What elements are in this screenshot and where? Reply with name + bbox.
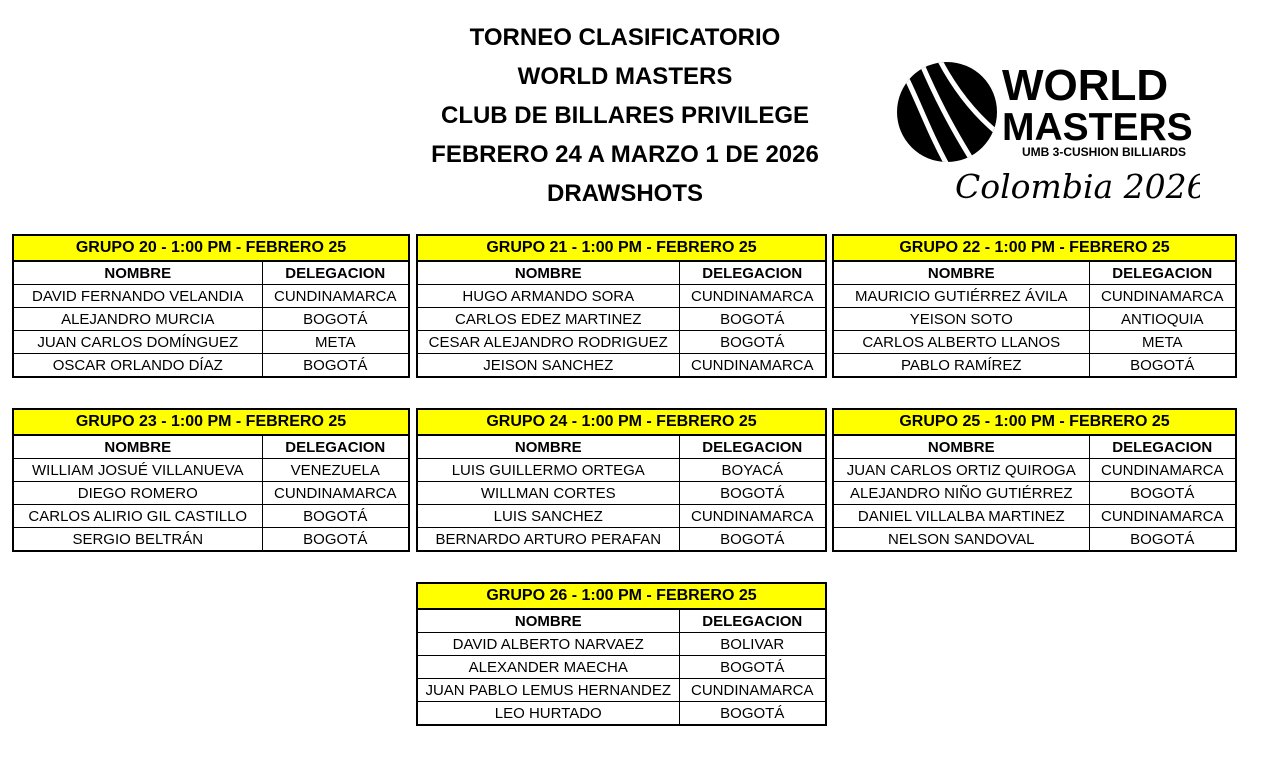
player-delegation: CUNDINAMARCA [679,679,826,702]
table-row [417,354,826,378]
player-name: JEISON SANCHEZ [417,354,679,378]
table-row [833,459,1236,482]
billiard-ball-icon [890,55,1200,210]
group-table [832,408,1237,552]
player-delegation: BOGOTÁ [679,482,826,505]
table-row [417,633,826,656]
table-row [13,482,409,505]
table-row [833,308,1236,331]
player-delegation: BOGOTÁ [679,528,826,552]
group-table [416,582,827,726]
header-line-category: DRAWSHOTS [547,180,703,207]
header-line-venue: CLUB DE BILLARES PRIVILEGE [440,102,810,129]
group-table [416,234,827,378]
table-row [417,702,826,726]
player-delegation: CUNDINAMARCA [1089,285,1236,308]
player-delegation: CUNDINAMARCA [679,285,826,308]
column-header-delegation: DELEGACION [679,435,826,459]
logo-word-masters: MASTERS [1002,106,1193,149]
table-row [417,679,826,702]
table-row [417,308,826,331]
player-name: JUAN PABLO LEMUS HERNANDEZ [417,679,679,702]
player-name: CARLOS ALIRIO GIL CASTILLO [13,505,262,528]
column-header-name: NOMBRE [833,261,1089,285]
group-title: GRUPO 24 - 1:00 PM - FEBRERO 25 [417,409,826,435]
player-name: JUAN CARLOS DOMÍNGUEZ [13,331,262,354]
header-line-event: WORLD MASTERS [517,63,733,90]
table-row [417,656,826,679]
logo-tagline: UMB 3-CUSHION BILLIARDS [1022,145,1186,159]
group-title: GRUPO 22 - 1:00 PM - FEBRERO 25 [833,235,1236,261]
group-table [12,234,410,378]
player-delegation: CUNDINAMARCA [1089,505,1236,528]
table-row [13,308,409,331]
player-name: DANIEL VILLALBA MARTINEZ [833,505,1089,528]
table-row [833,528,1236,552]
player-delegation: BOGOTÁ [262,308,409,331]
table-row [13,331,409,354]
player-delegation: VENEZUELA [262,459,409,482]
table-row [13,459,409,482]
table-row [417,505,826,528]
player-name: MAURICIO GUTIÉRREZ ÁVILA [833,285,1089,308]
player-name: CARLOS EDEZ MARTINEZ [417,308,679,331]
column-header-delegation: DELEGACION [679,261,826,285]
column-header-name: NOMBRE [417,609,679,633]
player-delegation: BOGOTÁ [262,528,409,552]
tournament-header [400,18,850,213]
table-row [833,482,1236,505]
player-delegation: BOGOTÁ [679,331,826,354]
player-delegation: CUNDINAMARCA [262,285,409,308]
player-name: LEO HURTADO [417,702,679,726]
column-header-delegation: DELEGACION [1089,261,1236,285]
player-delegation: META [262,331,409,354]
player-name: ALEXANDER MAECHA [417,656,679,679]
player-delegation: BOLIVAR [679,633,826,656]
table-row [417,459,826,482]
player-name: WILLIAM JOSUÉ VILLANUEVA [13,459,262,482]
player-delegation: BOGOTÁ [262,354,409,378]
group-title: GRUPO 21 - 1:00 PM - FEBRERO 25 [417,235,826,261]
player-name: PABLO RAMÍREZ [833,354,1089,378]
player-delegation: BOGOTÁ [1089,528,1236,552]
player-delegation: BOGOTÁ [679,702,826,726]
table-row [417,528,826,552]
player-name: DAVID ALBERTO NARVAEZ [417,633,679,656]
player-name: BERNARDO ARTURO PERAFAN [417,528,679,552]
table-row [13,505,409,528]
group-table [12,408,410,552]
table-row [833,285,1236,308]
player-delegation: ANTIOQUIA [1089,308,1236,331]
player-name: DAVID FERNANDO VELANDIA [13,285,262,308]
column-header-name: NOMBRE [417,435,679,459]
table-row [13,285,409,308]
player-name: LUIS GUILLERMO ORTEGA [417,459,679,482]
column-header-name: NOMBRE [13,261,262,285]
player-delegation: BOGOTÁ [679,308,826,331]
header-line-tournament: TORNEO CLASIFICATORIO [469,24,781,51]
player-name: ALEJANDRO MURCIA [13,308,262,331]
player-delegation: BOGOTÁ [1089,482,1236,505]
column-header-delegation: DELEGACION [679,609,826,633]
column-header-name: NOMBRE [417,261,679,285]
player-name: OSCAR ORLANDO DÍAZ [13,354,262,378]
player-name: LUIS SANCHEZ [417,505,679,528]
group-title: GRUPO 20 - 1:00 PM - FEBRERO 25 [13,235,409,261]
column-header-name: NOMBRE [13,435,262,459]
column-header-delegation: DELEGACION [262,435,409,459]
table-row [833,354,1236,378]
table-row [13,354,409,378]
header-line-dates: FEBRERO 24 A MARZO 1 DE 2026 [431,141,819,168]
player-delegation: META [1089,331,1236,354]
table-row [417,285,826,308]
player-name: SERGIO BELTRÁN [13,528,262,552]
player-delegation: CUNDINAMARCA [679,505,826,528]
player-name: WILLMAN CORTES [417,482,679,505]
group-table [832,234,1237,378]
table-row [417,482,826,505]
logo-script: Colombia 2026 [955,167,1200,206]
player-delegation: BOGOTÁ [262,505,409,528]
player-name: NELSON SANDOVAL [833,528,1089,552]
logo-word-world: WORLD [1002,61,1169,110]
player-name: JUAN CARLOS ORTIZ QUIROGA [833,459,1089,482]
player-name: CARLOS ALBERTO LLANOS [833,331,1089,354]
player-name: HUGO ARMANDO SORA [417,285,679,308]
player-name: ALEJANDRO NIÑO GUTIÉRREZ [833,482,1089,505]
table-row [833,505,1236,528]
player-delegation: CUNDINAMARCA [262,482,409,505]
player-name: DIEGO ROMERO [13,482,262,505]
group-table [416,408,827,552]
group-title: GRUPO 25 - 1:00 PM - FEBRERO 25 [833,409,1236,435]
column-header-delegation: DELEGACION [262,261,409,285]
player-delegation: CUNDINAMARCA [679,354,826,378]
column-header-delegation: DELEGACION [1089,435,1236,459]
player-name: YEISON SOTO [833,308,1089,331]
table-row [833,331,1236,354]
table-row [13,528,409,552]
player-delegation: BOYACÁ [679,459,826,482]
table-row [417,331,826,354]
group-title: GRUPO 26 - 1:00 PM - FEBRERO 25 [417,583,826,609]
column-header-name: NOMBRE [833,435,1089,459]
player-name: CESAR ALEJANDRO RODRIGUEZ [417,331,679,354]
group-title: GRUPO 23 - 1:00 PM - FEBRERO 25 [13,409,409,435]
player-delegation: CUNDINAMARCA [1089,459,1236,482]
player-delegation: BOGOTÁ [679,656,826,679]
world-masters-logo [890,55,1200,210]
player-delegation: BOGOTÁ [1089,354,1236,378]
